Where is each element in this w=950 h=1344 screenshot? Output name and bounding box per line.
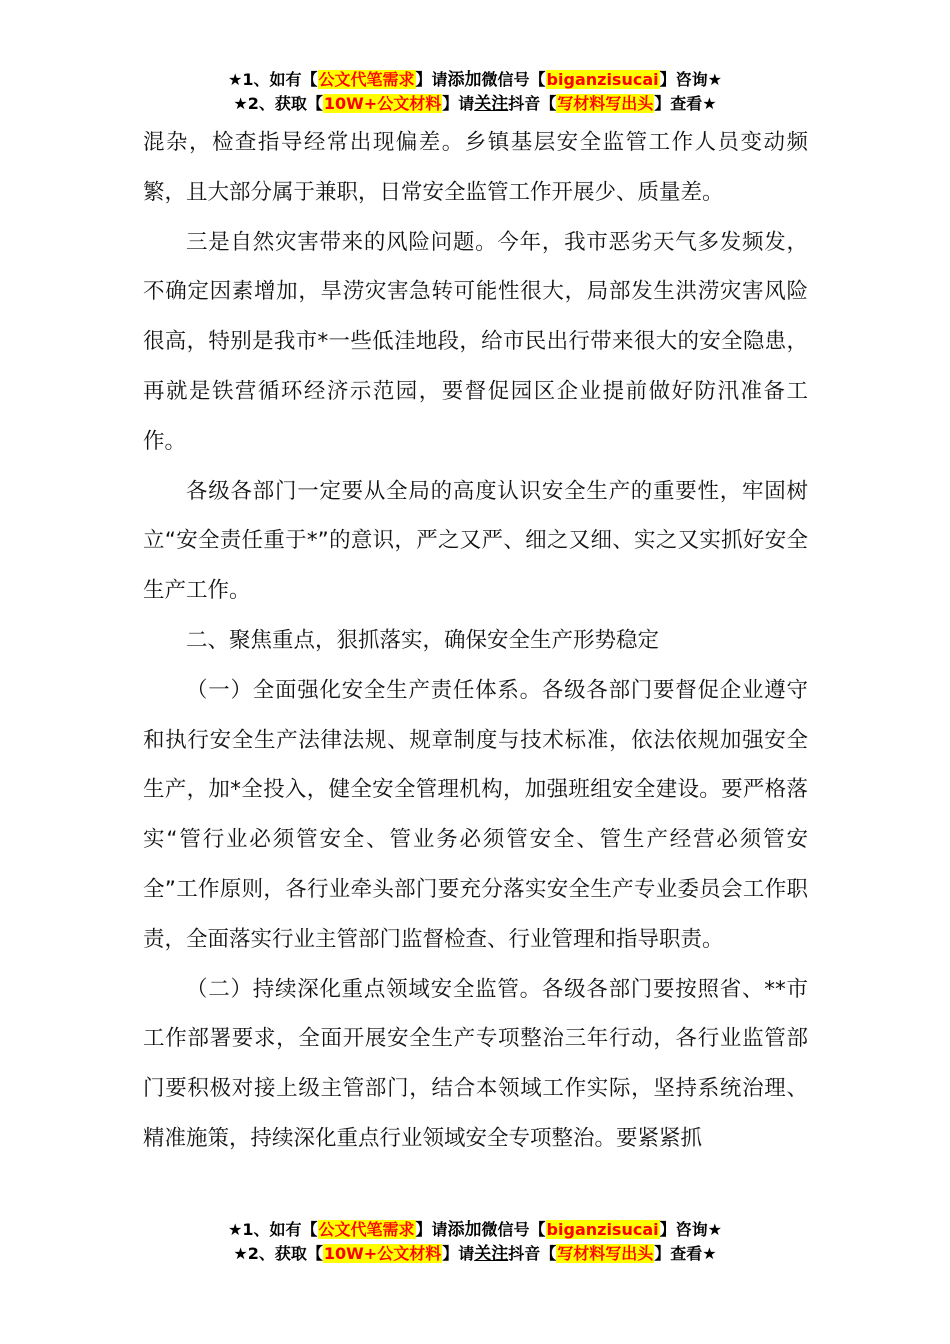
promo-line-1-mid: 】请 [415, 1220, 448, 1239]
paragraph: （一）全面强化安全生产责任体系。各级各部门要督促企业遵守和执行安全生产法律法规、规章制度与技术标准，依法依规加强安全生产，加*全投入，健全安全管理机构，加强班组安全建设。要严格落实“管行业必须管安全、管业务必须管安全、管生产经营必须管安全”工作原则，各行业牵头部门要充分落实安全生产专业委员会工作职责，全面落实行业主管部门监督检查、行业管理和指导职责。 [143, 677, 808, 952]
promo-highlight-materials: 10W+公文材料 [323, 94, 442, 113]
promo-emphasis-add: 添加 [447, 1220, 482, 1240]
promo-line-1 [0, 1218, 950, 1242]
promo-line-2-mid: 】请 [442, 94, 475, 113]
promo-line-1-mid: 】请 [415, 70, 448, 89]
promo-line-2 [0, 1242, 950, 1266]
promo-line-1-mid2: 微信号【 [481, 1220, 546, 1239]
paragraph: 混杂，检查指导经常出现偏差。乡镇基层安全监管工作人员变动频繁，且大部分属于兼职，日常安全监管工作开展少、质量差。 [143, 130, 808, 205]
promo-line-2-prefix: ★2、获取【 [233, 94, 323, 113]
promo-line-2-suffix: 】查看★ [654, 94, 717, 113]
promo-emphasis-add: 添加 [447, 70, 482, 90]
promo-highlight-wechat-id: biganzisucai [546, 1220, 659, 1239]
promo-line-1-prefix: ★1、如有【 [228, 1220, 318, 1239]
promo-emphasis-follow: 关注 [474, 94, 509, 114]
promo-line-2-mid2: 抖音【 [508, 94, 557, 113]
promo-line-2-mid: 】请 [442, 1244, 475, 1263]
section-heading: 二、聚焦重点，狠抓落实，确保安全生产形势稳定 [186, 627, 660, 653]
promo-line-2-mid2: 抖音【 [508, 1244, 557, 1263]
top-promo-banner [0, 68, 950, 116]
promo-highlight-douyin-account: 写材料写出头 [557, 94, 654, 113]
promo-highlight-materials: 10W+公文材料 [323, 1244, 442, 1263]
promo-line-1-suffix: 】咨询★ [659, 70, 722, 89]
promo-highlight-wechat-id: biganzisucai [546, 70, 659, 89]
promo-line-1-mid2: 微信号【 [481, 70, 546, 89]
promo-emphasis-follow: 关注 [474, 1244, 509, 1264]
paragraph: （二）持续深化重点领域安全监管。各级各部门要按照省、**市工作部署要求，全面开展安全生产专项整治三年行动，各行业监管部门要积极对接上级主管部门，结合本领域工作实际，坚持系统治理、精准施策，持续深化重点行业领域安全专项整治。要紧紧抓 [143, 976, 808, 1151]
paragraph: 各级各部门一定要从全局的高度认识安全生产的重要性，牢固树立“安全责任重于*”的意识，严之又严、细之又细、实之又实抓好安全生产工作。 [143, 478, 808, 604]
promo-highlight-douyin-account: 写材料写出头 [557, 1244, 654, 1263]
promo-highlight-writing-service: 公文代笔需求 [318, 70, 415, 89]
promo-highlight-writing-service: 公文代笔需求 [318, 1220, 415, 1239]
promo-line-2-suffix: 】查看★ [654, 1244, 717, 1263]
promo-line-2-prefix: ★2、获取【 [233, 1244, 323, 1263]
promo-line-1 [0, 68, 950, 92]
paragraph: 三是自然灾害带来的风险问题。今年，我市恶劣天气多发频发，不确定因素增加，旱涝灾害急转可能性很大，局部发生洪涝灾害风险很高，特别是我市*一些低洼地段，给市民出行带来很大的安全隐患，再就是铁营循环经济示范园，要督促园区企业提前做好防汛准备工作。 [143, 229, 808, 454]
promo-line-1-prefix: ★1、如有【 [228, 70, 318, 89]
document-body [143, 118, 808, 1164]
promo-line-1-suffix: 】咨询★ [659, 1220, 722, 1239]
promo-line-2 [0, 92, 950, 116]
bottom-promo-banner [0, 1218, 950, 1266]
